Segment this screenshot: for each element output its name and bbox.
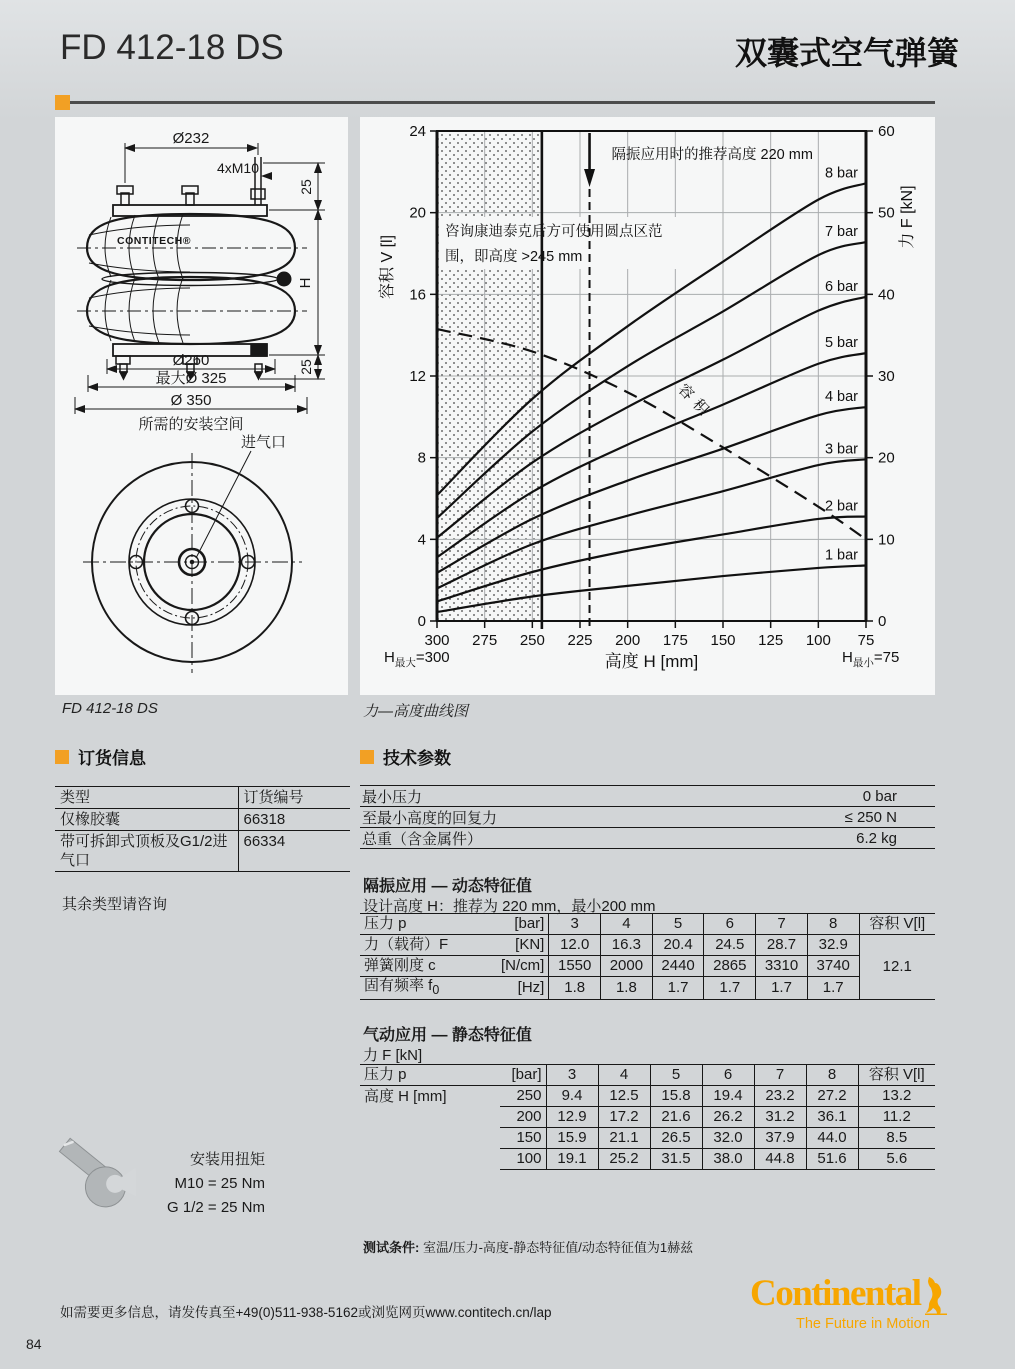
brand-text: Continental [750,1273,921,1314]
curve-label-7bar: 7 bar [824,224,858,241]
force-height-chart [360,117,935,695]
test-conditions [363,1237,693,1256]
row-unit: [Hz] [497,977,549,1000]
volume-value: 8.5 [858,1128,935,1149]
row-label: 固有频率 $f_0$ [360,977,497,1000]
table-row [55,809,350,831]
dim-offset-top-label: 25 [298,179,314,195]
torque-m10: M10 = 25 Nm [174,1175,265,1192]
cell-value: 19.4 [702,1086,754,1107]
x-tick-label: 225 [567,632,593,649]
x-axis-title: 高度 H [mm] [604,652,699,671]
girdle-bead [277,272,291,286]
cell-value: 3310 [756,956,808,977]
table-row [360,914,935,935]
dim-bolts-label: 4xM10 [216,160,259,176]
col-header-pressure: 6 [702,1065,754,1086]
param-label: 最小压力 [362,788,423,806]
right-dims [260,163,325,379]
ordering-type: 带可拆卸式顶板及G1/2进气口 [55,831,238,872]
h-max-note: $H_{最大}=300$ [384,649,450,669]
x-tick-label: 75 [857,632,875,649]
volume-value: 11.2 [858,1107,935,1128]
dim-offset-bottom-label: 25 [298,359,314,375]
technical-drawing [55,117,348,695]
x-tick-label: 275 [472,632,498,649]
air-inlet-label: 进气口 [241,434,287,451]
height-value: 100 [500,1149,546,1170]
table-row [360,935,935,956]
col-header-unit: [bar] [497,914,549,935]
cell-value: 44.8 [754,1149,806,1170]
page-title-product: 双囊式空气弹簧 [734,35,959,71]
cell-value: 23.2 [754,1086,806,1107]
y-right-tick-label: 30 [878,368,895,385]
dim-plate-diameter-label: Ø260 [172,352,210,369]
page-number: 84 [26,1336,42,1352]
param-value: 6.2 kg [856,829,897,847]
cell-value: 2865 [704,956,756,977]
cell-value: 24.5 [704,935,756,956]
y-left-tick-label: 8 [417,449,426,467]
height-value: 200 [500,1107,546,1128]
cell-value: 3740 [807,956,859,977]
col-header-pressure: 7 [754,1065,806,1086]
tech-params-heading-label: 技术参数 [383,749,451,768]
y-left-tick-label: 12 [409,368,426,385]
y-left-tick-label: 24 [409,123,426,140]
test-conditions-text: 室温/压力-高度-静态特征值/动态特征值为1赫兹 [419,1240,694,1255]
col-header-pressure: 3 [549,914,601,935]
cell-value: 32.0 [702,1128,754,1149]
col-header-pressure: 3 [546,1065,598,1086]
x-tick-label: 150 [710,632,736,649]
continental-logo [750,1272,965,1332]
chart-caption: 力—高度曲线图 [363,703,469,720]
static-table [360,1064,935,1170]
col-header-pressure: 4 [598,1065,650,1086]
ordering-col-type: 类型 [55,787,238,809]
cell-value: 31.5 [650,1149,702,1170]
torque-title: 安装用扭矩 [189,1151,265,1168]
table-row [360,827,935,849]
cell-value: 2000 [601,956,653,977]
col-header-unit: [bar] [500,1065,546,1086]
orange-square-icon [55,750,69,764]
recommended-arrow-head [584,169,595,187]
cell-value: 19.1 [546,1149,598,1170]
static-section-subtitle: 力 F [kN] [363,1047,423,1064]
dynamic-table [360,913,935,1000]
ordering-order-no: 66318 [238,809,350,831]
col-header-volume: 容积 V[l] [858,1065,935,1086]
consult-note-line1: 咨询康迪泰克后方可使用圆点区范 [445,224,663,240]
cell-value: 1.7 [756,977,808,1000]
header-rule [70,101,935,104]
curve-label-6bar: 6 bar [824,278,858,295]
y-left-tick-label: 4 [417,531,426,549]
y-left-axis-title: 容积 V [l] [379,234,396,300]
y-left-tick-label: 0 [417,613,426,630]
table-row [55,831,350,872]
cell-value: 32.9 [807,935,859,956]
brand-tagline: The Future in Motion [796,1316,930,1332]
x-tick-label: 175 [662,632,688,649]
curve-label-4bar: 4 bar [824,389,858,406]
cell-value: 1.7 [704,977,756,1000]
col-header-pressure: 7 [756,914,808,935]
footer-contact-info: 如需要更多信息，请发传真至+49(0)511-938-5162或浏览网页www.contitech.cn/lap [60,1305,552,1320]
col-header: 压力 p [360,914,497,935]
y-right-tick-label: 10 [878,531,895,549]
tech-params-table [360,785,935,849]
test-conditions-label: 测试条件: [363,1240,420,1255]
torque-info [110,1148,265,1220]
row-unit: [KN] [497,935,549,956]
dynamic-section-subtitle: 设计高度 H：推荐为 220 mm，最小200 mm [363,898,656,915]
cell-value: 12.9 [546,1107,598,1128]
table-row [55,787,350,809]
curve-label-1bar: 1 bar [824,547,858,564]
recommended-height-annotation: 隔振应用时的推荐高度 220 mm [611,147,813,163]
cell-value: 38.0 [702,1149,754,1170]
cell-value: 21.6 [650,1107,702,1128]
cell-value: 1.7 [807,977,859,1000]
col-header-pressure: 5 [650,1065,702,1086]
curve-label-8bar: 8 bar [824,165,858,182]
cell-value: 44.0 [806,1128,858,1149]
cell-value: 15.8 [650,1086,702,1107]
continental-wordmark [750,1272,965,1315]
col-header: 压力 p [360,1065,500,1086]
cell-value: 12.5 [598,1086,650,1107]
row-unit: [N/cm] [497,956,549,977]
table-row [360,1086,935,1107]
y-left-tick-label: 20 [409,204,426,222]
page-title-model: FD 412-18 DS [60,28,284,67]
dim-install-diameter-label: Ø 350 [170,392,212,409]
cell-value: 12.0 [549,935,601,956]
param-value: ≤ 250 N [844,808,897,826]
cell-value: 1550 [549,956,601,977]
curve-label-5bar: 5 bar [824,335,858,352]
brand-label: CONTITECH® [117,235,191,247]
cell-value: 20.4 [652,935,704,956]
param-label: 总重（含金属件） [362,830,483,848]
height-row-label: 高度 H [mm] [364,1088,447,1105]
dim-max-diameter-label: 最大Ø 325 [155,370,227,387]
dynamic-section-title: 隔振应用 — 动态特征值 [363,878,532,895]
drawing-caption: FD 412-18 DS [62,700,158,717]
static-section-title: 气动应用 — 静态特征值 [363,1027,532,1044]
tech-params-section-heading [360,744,451,769]
row-label: 弹簧刚度 c [360,956,497,977]
height-value: 150 [500,1128,546,1149]
cell-value: 16.3 [601,935,653,956]
table-row [360,956,935,977]
cell-value: 25.2 [598,1149,650,1170]
cell-value: 21.1 [598,1128,650,1149]
y-right-axis-title: 力 F [kN] [899,185,916,249]
upper-bellows [87,214,295,280]
cell-value: 26.5 [650,1128,702,1149]
force-height-chart-panel [360,117,935,695]
param-value: 0 bar [862,787,897,805]
y-right-tick-label: 50 [878,204,895,222]
orange-square-icon [360,750,374,764]
y-right-tick-label: 60 [878,123,895,140]
table-row [360,785,935,806]
cell-value: 2440 [652,956,704,977]
cell-value: 26.2 [702,1107,754,1128]
x-tick-label: 100 [805,632,831,649]
cell-value: 28.7 [756,935,808,956]
x-tick-label: 125 [758,632,784,649]
y-right-tick-label: 40 [878,286,895,304]
dim-top-diameter-label: Ø232 [172,130,210,147]
y-left-tick-label: 16 [409,286,426,304]
cell-value: 37.9 [754,1128,806,1149]
col-header-pressure: 6 [704,914,756,935]
y-right-tick-label: 0 [878,613,887,630]
cell-value: 9.4 [546,1086,598,1107]
cell-value: 36.1 [806,1107,858,1128]
table-row [360,806,935,827]
volume-curve-label: 容积 [674,380,716,423]
ordering-order-no: 66334 [238,831,350,872]
cell-value: 31.2 [754,1107,806,1128]
cell-value: 1.8 [549,977,601,1000]
ordering-note: 其余类型请咨询 [62,896,168,913]
col-header-pressure: 8 [807,914,859,935]
y-right-tick-label: 20 [878,449,895,467]
volume-value: 5.6 [858,1149,935,1170]
ordering-table [55,786,350,872]
ordering-heading-label: 订货信息 [78,749,146,768]
consult-note-line2: 围，即高度 >245 mm [445,249,583,265]
x-tick-label: 300 [424,632,450,649]
h-min-note: $H_{最小}=75$ [842,649,900,669]
table-row [360,977,935,1000]
volume-value: 12.1 [859,935,935,1000]
col-header-volume: 容积 V[l] [859,914,935,935]
col-header-pressure: 4 [601,914,653,935]
ordering-type: 仅橡胶囊 [55,809,238,831]
header-accent-square [55,95,70,110]
install-space-label: 所需的安装空间 [138,416,244,433]
x-tick-label: 200 [615,632,641,649]
bottom-view [83,451,302,673]
row-label: 力（载荷）F [360,935,497,956]
cell-value: 15.9 [546,1128,598,1149]
cell-value: 51.6 [806,1149,858,1170]
x-tick-label: 250 [519,632,545,649]
cell-value: 17.2 [598,1107,650,1128]
dim-height-label: H [297,277,314,289]
param-label: 至最小高度的回复力 [362,809,498,827]
cell-value: 1.8 [601,977,653,1000]
height-value: 250 [500,1086,546,1107]
torque-g12: G 1/2 = 25 Nm [167,1199,265,1216]
horse-icon [923,1275,949,1315]
col-header-pressure: 5 [652,914,704,935]
volume-value: 13.2 [858,1086,935,1107]
cell-value: 1.7 [652,977,704,1000]
ordering-col-order-no: 订货编号 [238,787,350,809]
col-header-pressure: 8 [806,1065,858,1086]
curve-label-2bar: 2 bar [824,498,858,515]
table-row [360,1065,935,1086]
curve-label-3bar: 3 bar [824,441,858,458]
cell-value: 27.2 [806,1086,858,1107]
ordering-section-heading [55,744,146,769]
technical-drawing-panel [55,117,348,695]
